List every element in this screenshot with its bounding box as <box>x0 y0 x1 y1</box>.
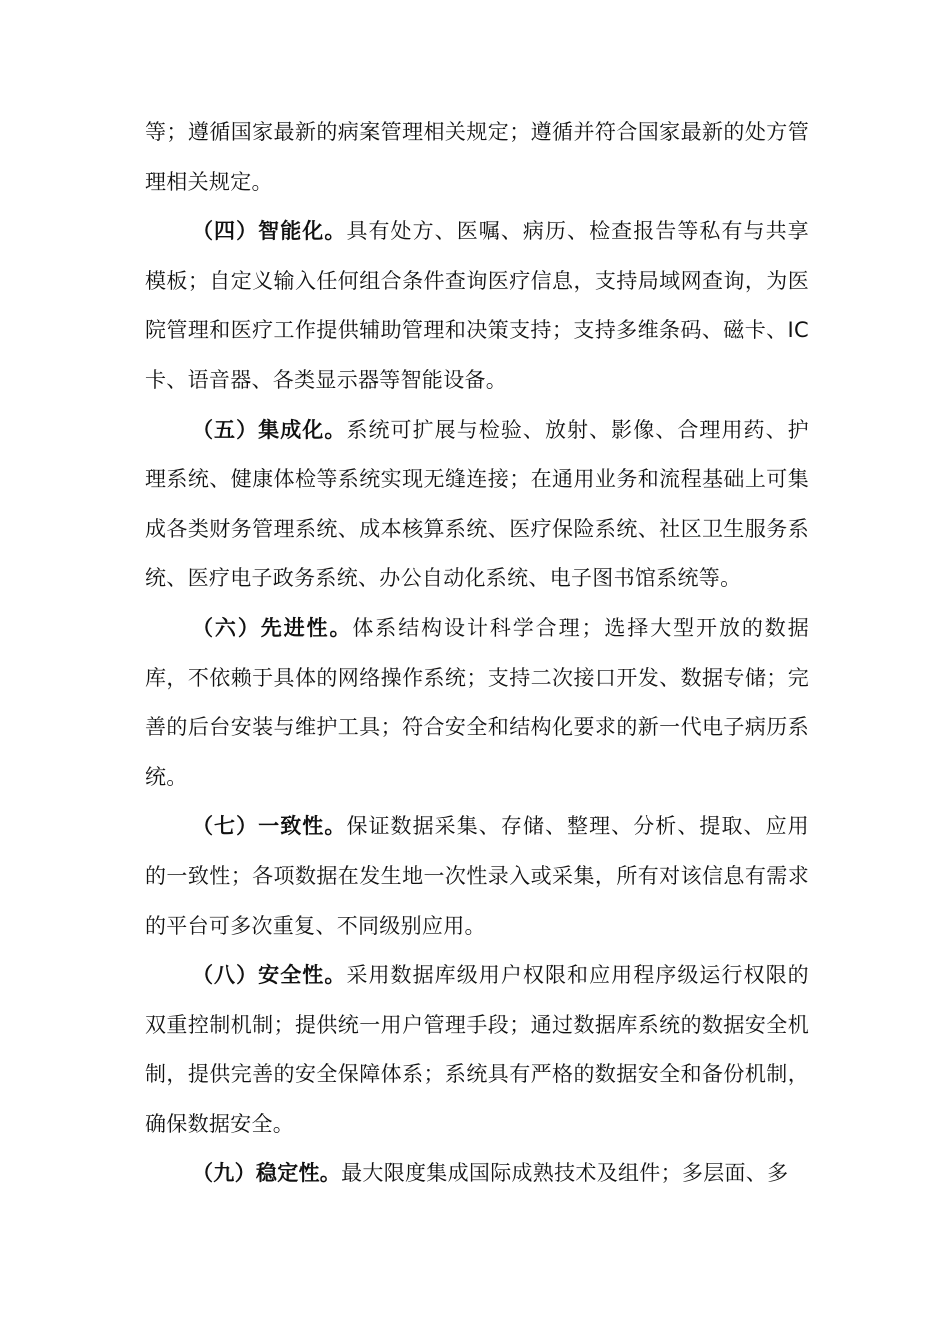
paragraph-text: 保证数据采集、存储、整理、分析、提取、应用的一致性；各项数据在发生地一次性录入或采集，所有对该信息有需求的平台可多次重复、不同级别应用。 <box>145 814 809 938</box>
paragraph-consistency <box>145 802 809 951</box>
paragraph-heading: （四）智能化。 <box>192 219 347 244</box>
paragraph-advanced <box>145 604 809 802</box>
paragraph-security <box>145 951 809 1149</box>
paragraph-intelligence <box>145 207 809 405</box>
paragraph-text: 系统可扩展与检验、放射、影像、合理用药、护理系统、健康体检等系统实现无缝连接；在通用业务和流程基础上可集成各类财务管理系统、成本核算系统、医疗保险系统、社区卫生服务系统、医疗电子政务系统、办公自动化系统、电子图书馆系统等。 <box>145 417 809 591</box>
document-body <box>145 108 809 1199</box>
paragraph-heading: （九）稳定性。 <box>192 1161 342 1186</box>
paragraph-heading: （五）集成化。 <box>192 417 347 442</box>
paragraph-text: 最大限度集成国际成熟技术及组件；多层面、多 <box>341 1161 789 1186</box>
paragraph-heading: （六）先进性。 <box>192 615 353 640</box>
paragraph-text: 具有处方、医嘱、病历、检查报告等私有与共享模板；自定义输入任何组合条件查询医疗信息，支持局域网查询，为医院管理和医疗工作提供辅助管理和决策支持；支持多维条码、磁卡、IC 卡、语音器、各类显示器等智能设备。 <box>145 219 809 392</box>
paragraph-stability <box>145 1149 809 1199</box>
paragraph-integration <box>145 406 809 604</box>
paragraph-text: 体系结构设计科学合理；选择大型开放的数据库，不依赖于具体的网络操作系统；支持二次接口开发、数据专储；完善的后台安装与维护工具；符合安全和结构化要求的新一代电子病历系统。 <box>145 615 810 789</box>
paragraph-text: 采用数据库级用户权限和应用程序级运行权限的双重控制机制；提供统一用户管理手段；通过数据库系统的数据安全机制，提供完善的安全保障体系；系统具有严格的数据安全和备份机制，确保数据安全。 <box>145 963 809 1136</box>
paragraph-heading: （七）一致性。 <box>192 814 347 839</box>
paragraph-continuation <box>145 108 809 207</box>
paragraph-heading: （八）安全性。 <box>192 963 347 988</box>
paragraph-text: 等；遵循国家最新的病案管理相关规定；遵循并符合国家最新的处方管理相关规定。 <box>145 120 809 194</box>
